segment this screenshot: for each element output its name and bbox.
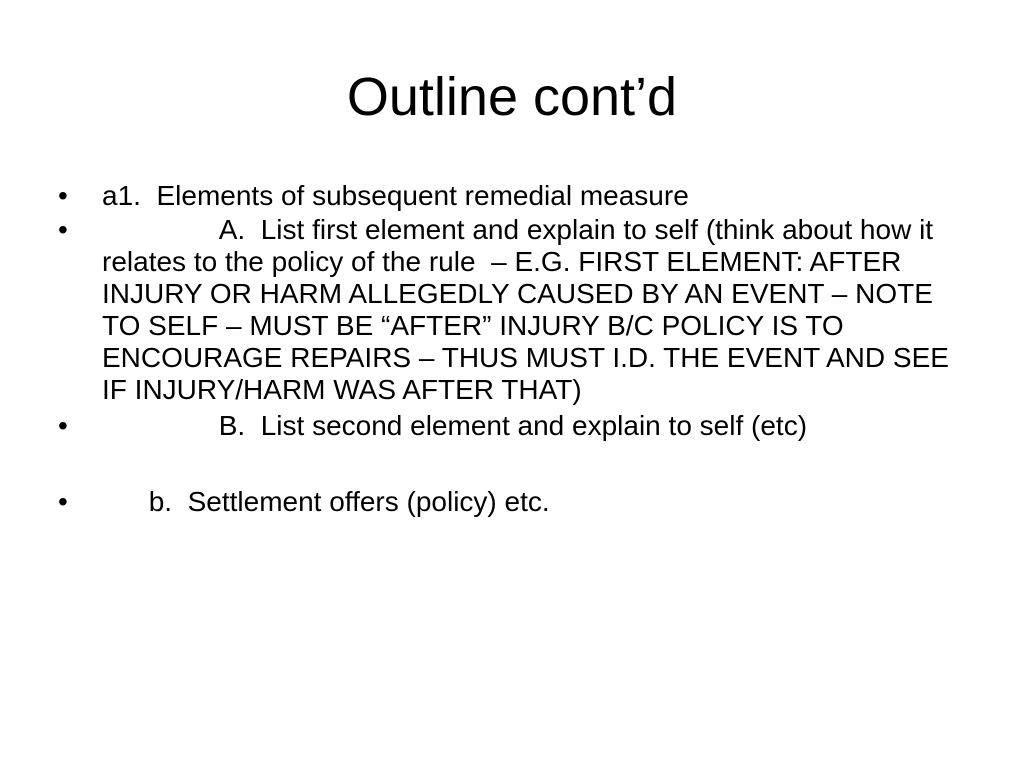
bullet-indent (102, 486, 149, 517)
bullet-text (102, 214, 964, 406)
bullet-content: b. Settlement offers (policy) etc. (148, 486, 550, 517)
bullet-item (0, 486, 1024, 518)
bullet-dot-icon: • (58, 180, 68, 211)
bullet-indent (102, 214, 219, 245)
bullet-item (0, 410, 1024, 442)
bullet-dot-icon: • (58, 486, 68, 517)
bullet-text (102, 410, 964, 442)
bullet-list (0, 180, 1024, 518)
bullet-dot-icon: • (58, 214, 68, 245)
bullet-content: A. List first element and explain to self (think about how it relates to the policy of the rule – E.G. FIRST ELEMENT: AFTER INJURY OR HARM ALLEGEDLY CAUSED BY AN EVENT – NOTE TO SELF – MUST BE “AFTER” INJURY B/C POLICY IS TO ENCOURAGE REPAIRS – THUS MUST I.D. THE EVENT AND SEE IF INJURY/HARM WAS AFTER THAT) (102, 214, 957, 405)
bullet-indent (102, 410, 219, 441)
bullet-text (102, 486, 964, 518)
slide-title: Outline cont’d (346, 67, 678, 127)
bullet-item (0, 180, 1024, 212)
bullet-content: a1. Elements of subsequent remedial measure (102, 180, 689, 211)
bullet-item (0, 214, 1024, 406)
bullet-text (102, 180, 964, 212)
bullet-content: B. List second element and explain to self (etc) (218, 410, 808, 441)
bullet-dot-icon: • (58, 410, 68, 441)
